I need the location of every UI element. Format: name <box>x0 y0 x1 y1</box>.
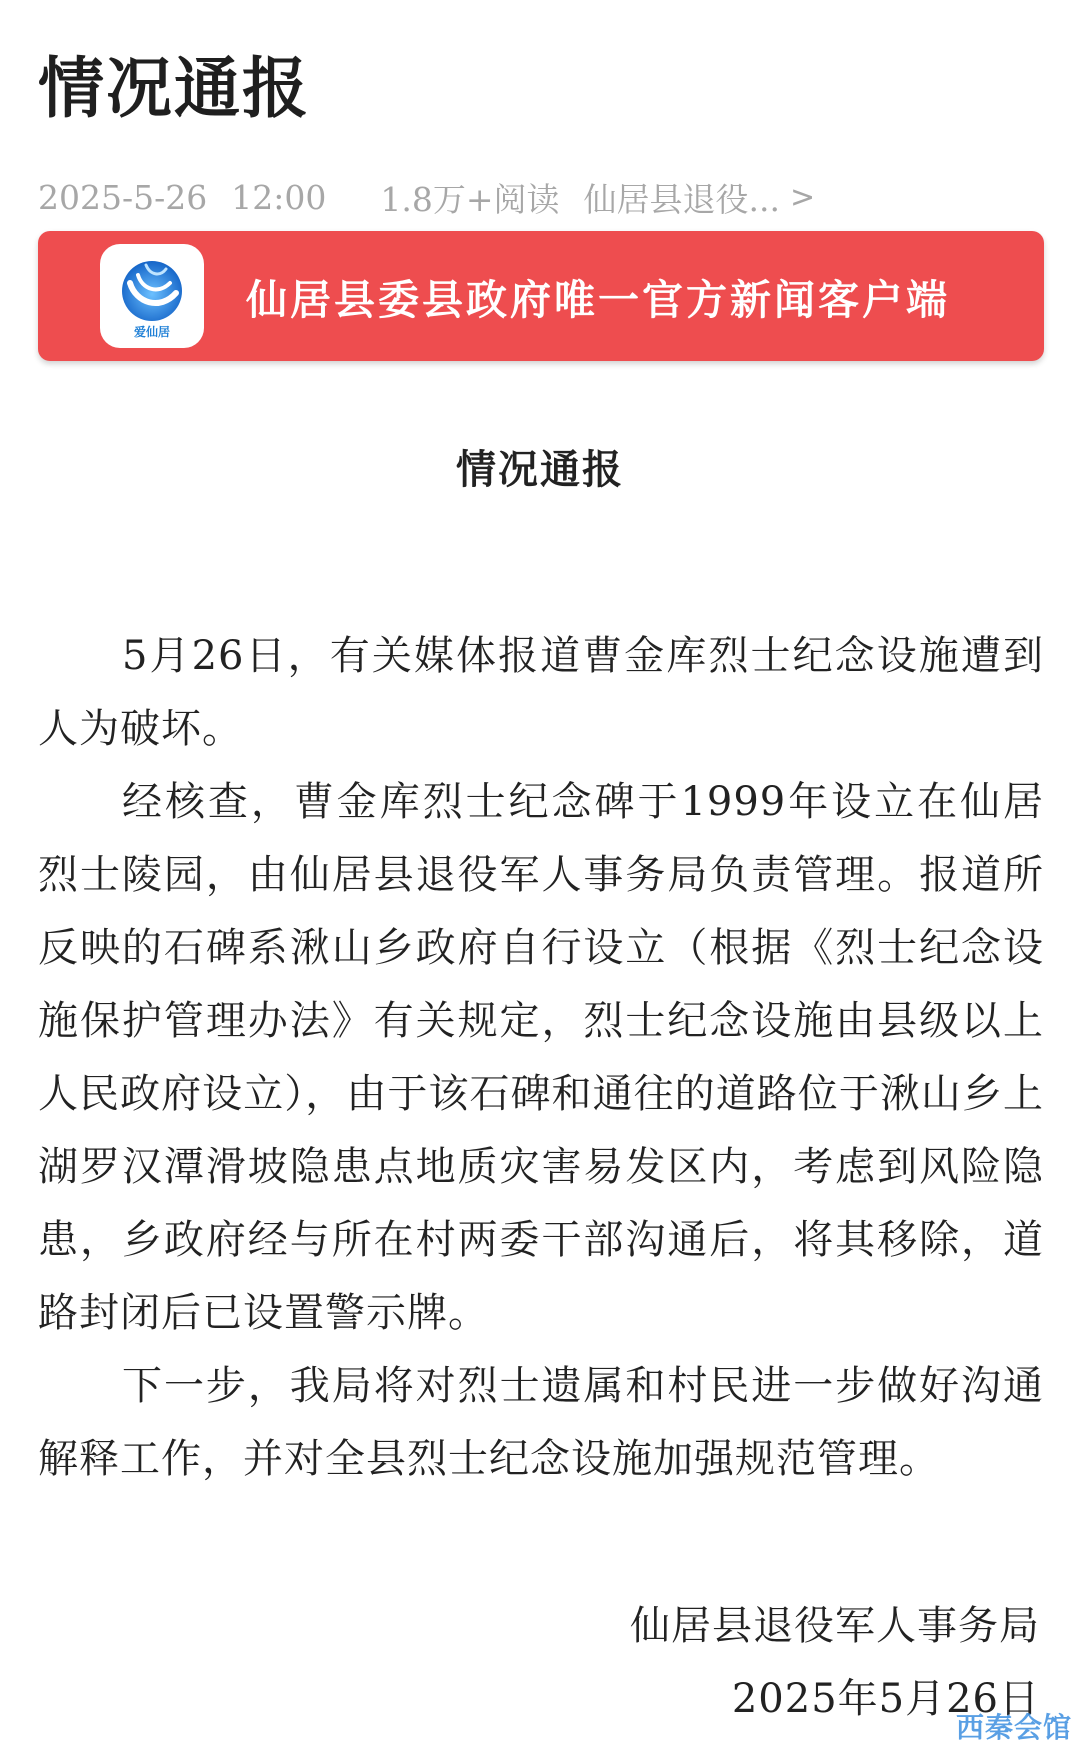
notice-paragraph: 经核查，曹金库烈士纪念碑于1999年设立在仙居烈士陵园，由仙居县退役军人事务局负责管理。报道所反映的石碑系湫山乡政府自行设立（根据《烈士纪念设施保护管理办法》有关规定，烈士纪念设施由县级以上人民政府设立），由于该石碑和通往的道路位于湫山乡上湖罗汉潭滑坡隐患点地质灾害易发区内，考虑到风险隐患，乡政府经与所在村两委干部沟通后，将其移除，道路封闭后已设置警示牌。 <box>38 779 1044 1336</box>
notice-body <box>38 620 1044 1496</box>
source-link[interactable] <box>584 174 816 221</box>
publish-time: 12:00 <box>231 178 327 217</box>
signature-organization: 仙居县退役军人事务局 <box>630 1603 1040 1649</box>
notice-title: 情况通报 <box>456 447 624 493</box>
banner-slogan: 仙居县委县政府唯一官方新闻客户端 <box>246 275 950 324</box>
source-name: 仙居县退役... <box>583 180 781 219</box>
notice-paragraph: 下一步，我局将对烈士遗属和村民进一步做好沟通解释工作，并对全县烈士纪念设施加强规范管理。 <box>38 1363 1044 1482</box>
publish-date: 2025-5-26 <box>38 178 208 217</box>
read-count: 1.8万+阅读 <box>380 180 560 219</box>
article-meta <box>38 174 815 221</box>
chevron-right-icon: > <box>790 180 816 215</box>
signature-date: 2025年5月26日 <box>731 1676 1040 1722</box>
app-logo-label: 爱仙居 <box>133 324 170 339</box>
app-logo-icon <box>116 253 188 325</box>
app-promo-banner[interactable] <box>38 231 1044 361</box>
watermark: 西秦会馆 <box>955 1711 1072 1744</box>
article-headline: 情况通报 <box>38 49 310 127</box>
app-logo <box>100 244 204 348</box>
notice-paragraph: 5月26日，有关媒体报道曹金库烈士纪念设施遭到人为破坏。 <box>38 633 1044 752</box>
